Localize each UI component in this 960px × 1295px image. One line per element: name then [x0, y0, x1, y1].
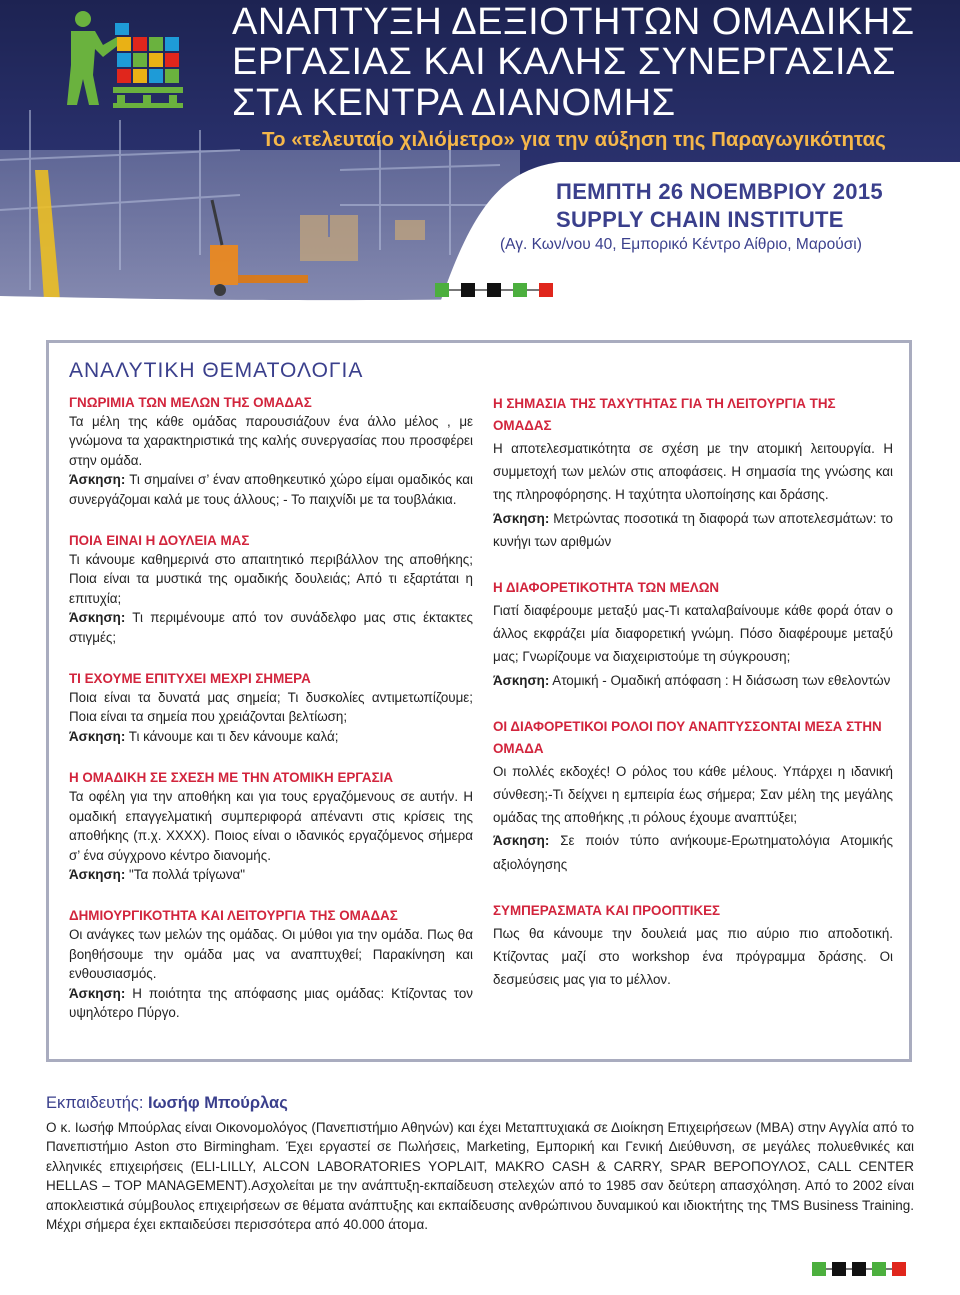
exercise-label: Άσκηση:	[493, 672, 550, 688]
topic-text	[493, 437, 893, 553]
topic-description: Η αποτελεσματικότητα σε σχέση με την ατομική λειτουργία. Η συμμετοχή των μελών στις αποφάσεις. Η σημασία της γνώσης και της πληροφόρησης. Η ταχύτητα υλοποίησης και δράσης.	[493, 441, 893, 503]
subtitle: Το «τελευταίο χιλιόμετρο» για την αύξηση της Παραγωγικότητας	[262, 128, 886, 151]
event-venue: SUPPLY CHAIN INSTITUTE	[556, 207, 844, 232]
program-right-column	[493, 393, 893, 991]
trainer-name: Ιωσήφ Μπούρλας	[148, 1094, 288, 1112]
exercise-text: Τι περιμένουμε από τον συνάδελφο μας στις έκτακτες στιγμές;	[69, 610, 473, 645]
topic-heading: ΟΙ ΔΙΑΦΟΡΕΤΙΚΟΙ ΡΟΛΟΙ ΠΟΥ ΑΝΑΠΤΥΣΣΟΝΤΑΙ ΜΕΣΑ ΣΤΗΝ ΟΜΑΔΑ	[493, 718, 882, 756]
red-square	[539, 283, 553, 297]
trainer-heading	[46, 1094, 288, 1113]
main-title-line-2: ΕΡΓΑΣΙΑΣ ΚΑΙ ΚΑΛΗΣ ΣΥΝΕΡΓΑΣΙΑΣ	[232, 41, 896, 83]
green-square	[872, 1262, 886, 1276]
topic-heading: ΤΙ ΕΧΟΥΜΕ ΕΠΙΤΥΧΕΙ ΜΕΧΡΙ ΣΗΜΕΡΑ	[69, 671, 311, 687]
exercise-label: Άσκηση:	[69, 866, 126, 882]
topic-heading: ΓΝΩΡΙΜΙΑ ΤΩΝ ΜΕΛΩΝ ΤΗΣ ΟΜΑΔΑΣ	[69, 395, 312, 410]
red-square	[892, 1262, 906, 1276]
topic-text	[493, 760, 893, 876]
exercise-label: Άσκηση:	[493, 833, 550, 849]
topic-section	[493, 900, 893, 992]
exercise-label: Άσκηση:	[493, 510, 550, 526]
topic-text	[69, 787, 473, 884]
topic-section	[493, 393, 893, 553]
header-banner	[0, 0, 960, 318]
topic-description: Οι πολλές εκδοχές! Ο ρόλος του κάθε μέλους. Υπάρχει η ιδανική σύνθεση;-Τι δείχνει η εμπειρία έως σήμερα; Σαν μέλη της μεγάλης ομάδας της αποθήκης ,τι ρόλους έχουμε αναπτύξει;	[493, 763, 893, 826]
exercise-label: Άσκηση:	[69, 985, 126, 1001]
topic-section	[493, 716, 893, 876]
topic-section	[69, 531, 473, 647]
topic-description: Τι κάνουμε καθημερινά στο απαιτητικό περιβάλλον της αποθήκης; Ποια είναι τα μυστικά της ομαδικής δουλειάς; Από τι εξαρτάται η επιτυχία;	[69, 552, 473, 606]
color-squares-top	[435, 283, 553, 297]
green-square	[435, 283, 449, 297]
topic-text	[493, 599, 893, 692]
exercise-label: Άσκηση:	[69, 472, 126, 488]
event-address: (Αγ. Κων/νου 40, Εμπορικό Κέντρο Αίθριο, Μαρούσι)	[500, 236, 862, 253]
topic-section	[69, 768, 473, 884]
topic-description: Τα μέλη της κάθε ομάδας παρουσιάζουν ένα άλλο μέλος , με γνώμονα τα χαρακτηριστικά της καλής συνεργασίας που προσφέρει στην ομάδα.	[69, 414, 473, 468]
topic-text	[69, 412, 473, 509]
topic-heading: ΠΟΙΑ ΕΙΝΑΙ Η ΔΟΥΛΕΙΑ ΜΑΣ	[69, 533, 250, 549]
topic-heading: Η ΔΙΑΦΟΡΕΤΙΚΟΤΗΤΑ ΤΩΝ ΜΕΛΩΝ	[493, 580, 720, 596]
event-date: ΠΕΜΠΤΗ 26 ΝΟΕΜΒΡΙΟΥ 2015	[556, 179, 883, 204]
exercise-text: Τι σημαίνει σ’ έναν αποθηκευτικό χώρο είμαι ομαδικός και συνεργάζομαι καλά με τους άλλους; - Το παιχνίδι με τα τουβλάκια.	[69, 472, 473, 507]
topic-text	[69, 688, 473, 746]
main-title-line-1: ΑΝΑΠΤΥΞΗ ΔΕΞΙΟΤΗΤΩΝ ΟΜΑΔΙΚΗΣ	[232, 1, 915, 43]
topic-heading: ΔΗΜΙΟΥΡΓΙΚΟΤΗΤΑ ΚΑΙ ΛΕΙΤΟΥΡΓΙΑ ΤΗΣ ΟΜΑΔΑΣ	[69, 908, 398, 924]
topic-text	[69, 925, 473, 1022]
topic-description: Οι ανάγκες των μελών της ομάδας. Οι μύθοι για την ομάδα. Πως θα βοηθήσουμε την ομάδα μας να αναπτυχθεί; Παρακίνηση και ενθουσιασμός.	[69, 927, 473, 982]
topic-heading: Η ΟΜΑΔΙΚΗ ΣΕ ΣΧΕΣΗ ΜΕ ΤΗΝ ΑΤΟΜΙΚΗ ΕΡΓΑΣΙΑ	[69, 770, 393, 786]
exercise-label: Άσκηση:	[69, 610, 126, 626]
worker-stacking-boxes-icon	[55, 5, 185, 115]
exercise-text: Η ποιότητα της απόφασης μιας ομάδας: Κτίζοντας τον υψηλότερο Πύργο.	[69, 985, 473, 1020]
topic-section	[69, 669, 473, 746]
exercise-text: Σε ποιόν τύπο ανήκουμε-Ερωτηματολόγια Ατομικής αξιολόγησης	[493, 833, 893, 872]
topic-section	[493, 577, 893, 692]
program-title: ΑΝΑΛΥΤΙΚΗ ΘΕΜΑΤΟΛΟΓΙΑ	[69, 359, 364, 382]
exercise-label: Άσκηση:	[69, 728, 126, 744]
exercise-text: "Τα πολλά τρίγωνα"	[125, 866, 246, 882]
topic-text	[493, 922, 893, 992]
topic-section	[69, 906, 473, 1022]
program-left-column	[69, 393, 473, 1022]
topic-text	[69, 550, 473, 647]
topic-description: Πως θα κάνουμε την δουλειά μας πιο αύριο πιο αποδοτική. Κτίζοντας μαζί στο workshop ένα πρόγραμμα δράσης. Οι δεσμεύσεις μας για το μέλλον.	[493, 925, 893, 988]
exercise-text: Μετρώντας ποσοτικά τη διαφορά των αποτελεσμάτων: το κυνήγι των αριθμών	[493, 510, 893, 549]
trainer-label: Εκπαιδευτής:	[46, 1094, 148, 1112]
topic-heading: Η ΣΗΜΑΣΙΑ ΤΗΣ ΤΑΧΥΤΗΤΑΣ ΓΙΑ ΤΗ ΛΕΙΤΟΥΡΓΙΑ ΤΗΣ ΟΜΑΔΑΣ	[493, 396, 836, 433]
green-square	[812, 1262, 826, 1276]
black-square	[832, 1262, 846, 1276]
black-square	[461, 283, 475, 297]
topic-heading: ΣΥΜΠΕΡΑΣΜΑΤΑ ΚΑΙ ΠΡΟΟΠΤΙΚΕΣ	[493, 902, 721, 918]
trainer-bio: Ο κ. Ιωσήφ Μπούρλας είναι Οικονομολόγος (Πανεπιστήμιο Αθηνών) και έχει Μεταπτυχιακά σε Διοίκηση Επιχειρήσεων (ΜΒΑ) στην Αγγλία από το Πανεπιστήμιο Aston στο Birmingham. Έχει εργαστεί σε Πωλήσεις, Marketing, Εμπορική και Γενική Διεύθυνση, σε μεγάλες πολυεθνικές και ελληνικές επιχειρήσεις (ELI-LILLY, ALCON LABORATORIES YOPLAIT, MAKRO CASH & CARRY, SPAR ΒΕΡΟΠΟΥΛΟΣ, CALL CENTER HELLAS – TOP MANAGEMENT).Ασχολείται με την ανάπτυξη-εκπαίδευση στελεχών από το 1985 σαν δεύτερη απασχόληση. Από το 2002 είναι αποκλειστικά σύμβουλος επιχειρήσεων σε θέματα ανάπτυξης και εκπαίδευσης ανθρώπινου δυναμικού και ιδιοκτήτης της TMS Business Training. Μέχρι σήμερα έχει εκπαιδεύσει περισσότερα από 40.000 άτομα.	[46, 1120, 914, 1233]
black-square	[852, 1262, 866, 1276]
exercise-text: Ατομική - Ομαδική απόφαση : Η διάσωση των εθελοντών	[549, 672, 891, 688]
program-box	[46, 340, 912, 1062]
green-square	[513, 283, 527, 297]
topic-description: Γιατί διαφέρουμε μεταξύ μας-Τι καταλαβαίνουμε κάθε φορά όταν ο άλλος εκφράζει μία διαφορετική γνώμη. Πόσο διαφέρουμε μεταξύ μας; Γνωρίζουμε να διαχειριστούμε τη σύγκρουση;	[493, 603, 893, 665]
exercise-text: Τι κάνουμε και τι δεν κάνουμε καλά;	[125, 728, 339, 744]
topic-description: Τα οφέλη για την αποθήκη και για τους εργαζόμενους σε αυτήν. Η ομαδική επαγγελματική συμπεριφορά απέναντι στις κρίσεις της αποθήκης (π.χ. ΧΧΧΧ). Ποιος είναι ο ιδανικός εργαζόμενος σήμερα σ’ ένα σύγχρονο κέντρο διανομής.	[69, 789, 473, 863]
black-square	[487, 283, 501, 297]
color-squares-bottom	[812, 1262, 906, 1276]
main-title-line-3: ΣΤΑ ΚΕΝΤΡΑ ΔΙΑΝΟΜΗΣ	[232, 82, 676, 124]
topic-description: Ποια είναι τα δυνατά μας σημεία; Τι δυσκολίες αντιμετωπίζουμε; Ποια είναι τα σημεία που χρειάζονται βελτίωση;	[69, 690, 473, 725]
topic-section	[69, 393, 473, 509]
